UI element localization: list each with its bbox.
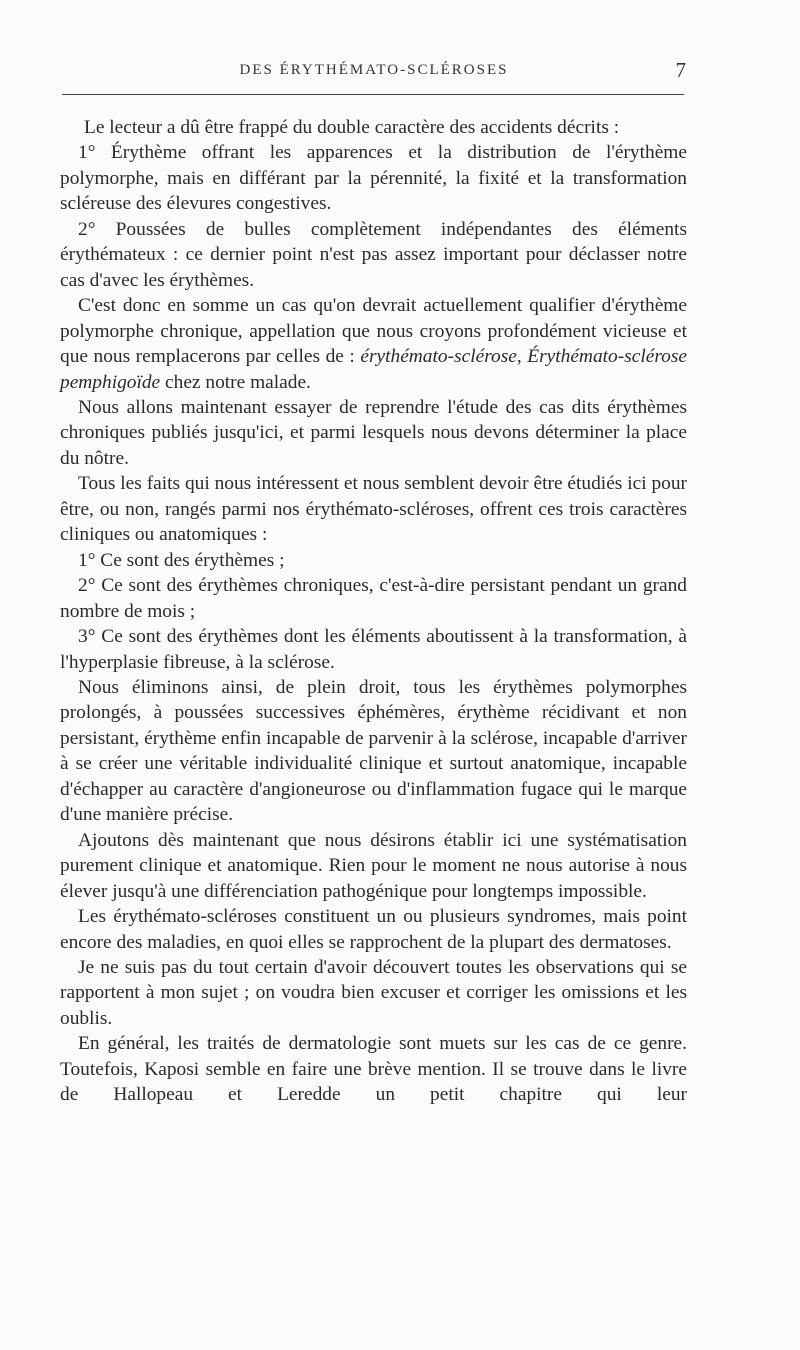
header-rule <box>62 94 684 95</box>
page-number: 7 <box>675 58 686 82</box>
body-text <box>60 115 687 1108</box>
list-item: 3° Ce sont des érythèmes dont les éléments aboutissent à la transformation, à l'hyperplasie fibreuse, à la sclérose. <box>60 626 687 673</box>
paragraph: Je ne suis pas du tout certain d'avoir découvert toutes les observations qui se rapportent à mon sujet ; on voudra bien excuser et corriger les omissions et les oublis. <box>60 956 687 1029</box>
paragraph: Nous allons maintenant essayer de reprendre l'étude des cas dits érythèmes chroniques publiés jusqu'ici, et parmi lesquels nous devons déterminer la place du nôtre. <box>60 396 687 469</box>
list-item: 2° Ce sont des érythèmes chroniques, c'est-à-dire persistant pendant un grand nombre de mois ; <box>60 575 687 622</box>
italic-term: Érythémato-sclérose pemphigoïde <box>60 346 687 393</box>
paragraph: Les érythémato-scléroses constituent un ou plusieurs syndromes, mais point encore des maladies, en quoi elles se rapprochent de la plupart des dermatoses. <box>60 906 687 953</box>
paragraph-text: , <box>516 346 528 368</box>
paragraph: Nous éliminons ainsi, de plein droit, tous les érythèmes polymorphes prolongés, à poussées successives éphémères, érythème récidivant et non persistant, érythème enfin incapable de parvenir à la sclérose, incapable d'arriver à se créer une véritable individualité clinique et surtout anatomique, incapable d'échapper au caractère d'angioneurose ou d'inflammation fugace qui le marque d'une manière précise. <box>60 676 687 826</box>
running-title: DES ÉRYTHÉMATO-SCLÉROSES <box>239 62 509 78</box>
paragraph: En général, les traités de dermatologie sont muets sur les cas de ce genre. Toutefois, Kaposi semble en faire une brève mention. Il se trouve dans le livre de Hallopeau et Leredde un petit chapitre qui leur <box>60 1033 687 1106</box>
paragraph-text: C'est donc en somme un cas qu'on devrait actuellement qualifier d'érythème polymorphe chronique, appellation que nous croyons profondément vicieuse et que nous remplacerons par celles de : <box>60 295 687 368</box>
italic-term: érythémato-sclérose <box>360 346 517 368</box>
list-item: 1° Ce sont des érythèmes ; <box>78 549 285 571</box>
paragraph: Tous les faits qui nous intéressent et nous semblent devoir être étudiés ici pour être, ou non, rangés parmi nos érythémato-scléroses, offrent ces trois caractères cliniques ou anatomiques : <box>60 473 687 546</box>
paragraph-text: chez notre malade. <box>160 371 311 393</box>
page-header <box>60 58 688 88</box>
paragraph: Le lecteur a dû être frappé du double caractère des accidents décrits : <box>84 117 620 138</box>
paragraph: 2° Poussées de bulles complètement indépendantes des éléments érythémateux : ce dernier point n'est pas assez important pour déclasser notre cas d'avec les érythèmes. <box>60 218 687 291</box>
paragraph <box>60 293 687 395</box>
paragraph: Ajoutons dès maintenant que nous désirons établir ici une systématisation purement clinique et anatomique. Rien pour le moment ne nous autorise à nous élever jusqu'à une différenciation pathogénique pour longtemps impossible. <box>60 829 687 902</box>
paragraph: 1° Érythème offrant les apparences et la distribution de l'érythème polymorphe, mais en différant par la pérennité, la fixité et la transformation scléreuse des élevures congestives. <box>60 142 687 215</box>
